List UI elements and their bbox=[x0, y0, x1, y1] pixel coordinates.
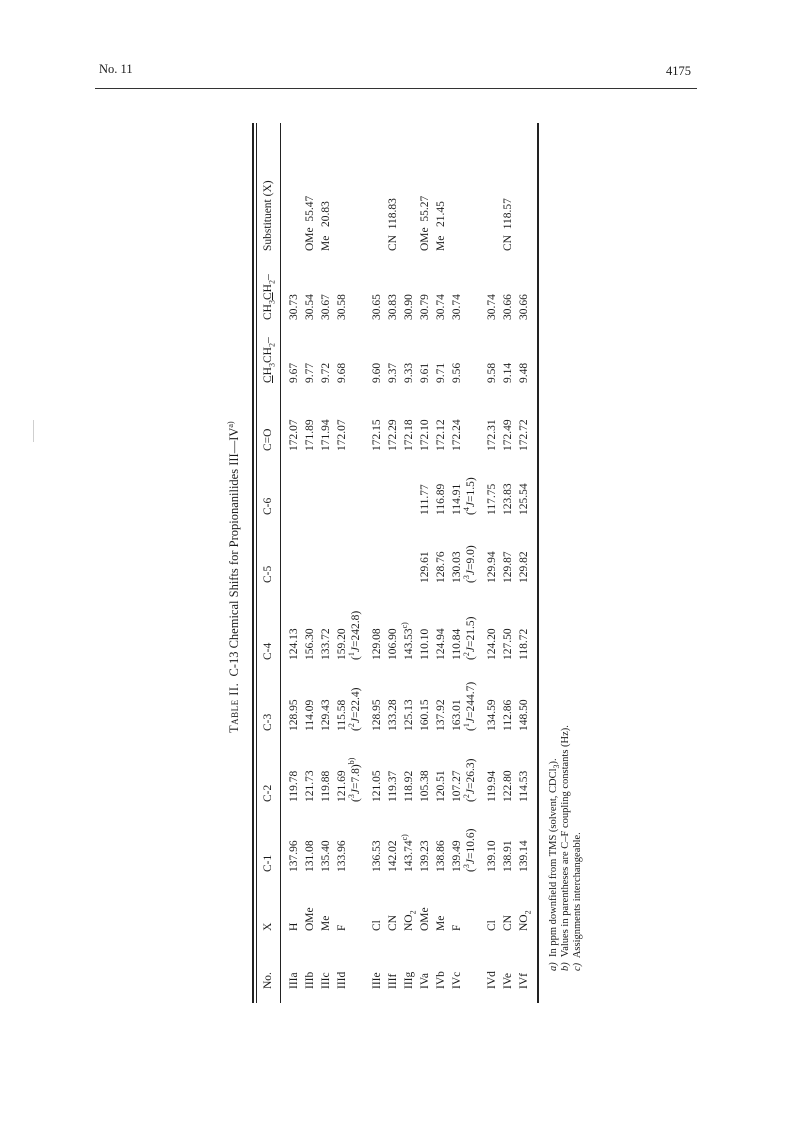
table-cell-c3: 137.92 bbox=[435, 699, 447, 731]
table-cell-c3: 125.13 bbox=[403, 699, 415, 731]
table-cell-c5: 129.94 bbox=[486, 551, 498, 583]
table-cell-sub: CN 118.83 bbox=[387, 198, 399, 251]
table-cell-c2: 114.53 bbox=[518, 770, 530, 802]
table-cell-c5: 129.61 bbox=[419, 551, 431, 583]
table-cell-c3: 115.58 bbox=[336, 699, 348, 731]
column-header-c4: C-4 bbox=[262, 642, 274, 660]
table-cell-c3: 114.09 bbox=[304, 699, 316, 731]
table-cell-no: IIIf bbox=[387, 973, 399, 989]
table-cell-c3: 163.01 bbox=[451, 699, 463, 731]
table-cell-x: OMe bbox=[304, 907, 316, 931]
table-cell-no: IVb bbox=[435, 971, 447, 989]
table-cell-ch3: 9.61 bbox=[419, 362, 431, 383]
table-cell-co: 172.29 bbox=[387, 419, 399, 451]
journal-issue: No. 11 bbox=[99, 62, 133, 76]
table-cell-c5: 129.82 bbox=[518, 551, 530, 583]
table-cell-co: 172.18 bbox=[403, 419, 415, 451]
table-cell-c6: 114.91 bbox=[451, 483, 463, 515]
table-cell-no: IIIa bbox=[288, 972, 300, 989]
table-cell-c5: 130.03 bbox=[451, 551, 463, 583]
table-cell-c3: 134.59 bbox=[486, 699, 498, 731]
table-cell-c6: 111.77 bbox=[419, 484, 431, 515]
table-cell-x: $NO_2$ bbox=[403, 910, 418, 931]
column-header-sub: Substituent (X) bbox=[262, 180, 274, 251]
table-cell-no: IIIg bbox=[403, 971, 415, 989]
table-cell-c2: ($^3$J=7.8)$^{b)}$ bbox=[347, 757, 362, 802]
column-header-ch2: $CH_3CH_2-$ bbox=[262, 274, 277, 320]
table-cell-c1: 133.96 bbox=[336, 840, 348, 872]
table-cell-co: 172.31 bbox=[486, 419, 498, 451]
table-cell-c4: 124.13 bbox=[288, 628, 300, 660]
table-cell-c5: 129.87 bbox=[502, 551, 514, 583]
table-cell-c4: 124.20 bbox=[486, 628, 498, 660]
table-cell-c1: ($^3$J=10.6) bbox=[462, 828, 477, 872]
table-cell-co: 171.94 bbox=[320, 419, 332, 451]
table-cell-co: 171.89 bbox=[304, 419, 316, 451]
page-number: 4175 bbox=[666, 64, 691, 78]
column-header-ch3: $CH_3CH_2-$ bbox=[262, 337, 277, 383]
table-cell-ch3: 9.58 bbox=[486, 362, 498, 383]
table-cell-no: IIIb bbox=[304, 971, 316, 989]
table-title bbox=[225, 421, 241, 733]
table-cell-c3: 128.95 bbox=[371, 699, 383, 731]
table-cell-ch2: 30.83 bbox=[387, 294, 399, 320]
table-cell-c2: 119.78 bbox=[288, 770, 300, 802]
table-cell-c1: 139.49 bbox=[451, 840, 463, 872]
table-cell-c4: 156.30 bbox=[304, 628, 316, 660]
column-header-c6: C-6 bbox=[262, 497, 274, 515]
table-cell-c4: 124.94 bbox=[435, 628, 447, 660]
footnote-b-text: Values in parentheses are C–F coupling constants (Hz). bbox=[560, 725, 571, 958]
table-cell-c6: 123.83 bbox=[502, 483, 514, 515]
table-cell-c1: 142.02 bbox=[387, 840, 399, 872]
table-cell-c1: 139.10 bbox=[486, 840, 498, 872]
table-cell-co: 172.07 bbox=[288, 419, 300, 451]
table-cell-ch3: 9.56 bbox=[451, 362, 463, 383]
table-cell-c1: 139.14 bbox=[518, 840, 530, 872]
table-cell-sub: OMe 55.27 bbox=[419, 195, 431, 251]
table-cell-c3: 128.95 bbox=[288, 699, 300, 731]
table-cell-c6: 116.89 bbox=[435, 483, 447, 515]
table-cell-c1: 139.23 bbox=[419, 840, 431, 872]
table-cell-c4: 159.20 bbox=[336, 628, 348, 660]
table-cell-c2: 118.92 bbox=[403, 770, 415, 802]
table-title-mark: a) bbox=[225, 421, 235, 428]
table-cell-c2: 119.94 bbox=[486, 770, 498, 802]
footnote-a bbox=[548, 725, 560, 971]
column-header-c2: C-2 bbox=[262, 784, 274, 802]
table-cell-c2: 107.27 bbox=[451, 770, 463, 802]
table-cell-ch3: 9.68 bbox=[336, 362, 348, 383]
table-bottom-rule bbox=[537, 123, 539, 1003]
table-cell-co: 172.49 bbox=[502, 419, 514, 451]
table-header-rule bbox=[280, 123, 281, 1003]
table-cell-no: IIIc bbox=[320, 972, 332, 989]
column-header-x: X bbox=[262, 922, 274, 931]
table-cell-c2: 120.51 bbox=[435, 770, 447, 802]
table-cell-c1: 135.40 bbox=[320, 840, 332, 872]
table-cell-c2: 119.88 bbox=[320, 770, 332, 802]
table-cell-ch3: 9.72 bbox=[320, 362, 332, 383]
table-cell-c2: 105.38 bbox=[419, 770, 431, 802]
column-header-c1: C-1 bbox=[262, 854, 274, 872]
table-cell-sub: Me 20.83 bbox=[320, 201, 332, 251]
table-cell-co: 172.24 bbox=[451, 419, 463, 451]
table-cell-x: Me bbox=[320, 915, 332, 931]
table-cell-x: OMe bbox=[419, 907, 431, 931]
table-cell-c2: 121.69 bbox=[336, 770, 348, 802]
table-cell-co: 172.15 bbox=[371, 419, 383, 451]
table-cell-ch2: 30.58 bbox=[336, 294, 348, 320]
margin-mark bbox=[33, 420, 34, 442]
table-cell-sub: Me 21.45 bbox=[435, 201, 447, 251]
table-cell-c3: 160.15 bbox=[419, 699, 431, 731]
table-cell-c6: 117.75 bbox=[486, 483, 498, 515]
footnotes bbox=[548, 725, 584, 971]
table-cell-x: F bbox=[336, 924, 348, 931]
table-cell-c3: 112.86 bbox=[502, 699, 514, 731]
table-cell-x: Cl bbox=[371, 920, 383, 931]
table-cell-ch2: 30.79 bbox=[419, 294, 431, 320]
table-cell-ch2: 30.66 bbox=[518, 294, 530, 320]
footnote-c-mark: c) bbox=[572, 962, 583, 971]
table-cell-c1: 131.08 bbox=[304, 840, 316, 872]
table-cell-c1: 137.96 bbox=[288, 840, 300, 872]
table-cell-ch3: 9.48 bbox=[518, 362, 530, 383]
table-cell-c4: 127.50 bbox=[502, 628, 514, 660]
table-top-rule bbox=[252, 123, 254, 1003]
table-cell-c4: ($^2$J=21.5) bbox=[462, 616, 477, 660]
table-cell-c3: 133.28 bbox=[387, 699, 399, 731]
table-cell-ch3: 9.33 bbox=[403, 362, 415, 383]
table-cell-c1: 138.91 bbox=[502, 840, 514, 872]
table-cell-c4: 110.10 bbox=[419, 628, 431, 660]
table-cell-co: 172.72 bbox=[518, 419, 530, 451]
table-cell-ch3: 9.71 bbox=[435, 362, 447, 383]
table-cell-no: IIIe bbox=[371, 972, 383, 989]
table-cell-c2: 119.37 bbox=[387, 770, 399, 802]
table-cell-c1: 138.86 bbox=[435, 840, 447, 872]
table-cell-c3: ($^2$J=22.4) bbox=[347, 687, 362, 731]
footnote-b bbox=[560, 725, 572, 971]
table-cell-sub: OMe 55.47 bbox=[304, 195, 316, 251]
column-header-co: C=O bbox=[262, 428, 274, 451]
table-cell-co: 172.07 bbox=[336, 419, 348, 451]
table-cell-no: IVc bbox=[451, 971, 463, 989]
table-cell-sub: CN 118.57 bbox=[502, 198, 514, 251]
table-cell-ch2: 30.65 bbox=[371, 294, 383, 320]
table-cell-c3: 129.43 bbox=[320, 699, 332, 731]
table-cell-ch2: 30.66 bbox=[502, 294, 514, 320]
table-cell-c4: 106.90 bbox=[387, 628, 399, 660]
table-cell-c3: 148.50 bbox=[518, 699, 530, 731]
table-cell-x: $NO_2$ bbox=[518, 910, 533, 931]
table-cell-ch2: 30.90 bbox=[403, 294, 415, 320]
table-cell-co: 172.10 bbox=[419, 419, 431, 451]
table-title-text: C-13 Chemical Shifts for Propionanilides III—IV bbox=[227, 427, 241, 677]
table-cell-c4: 110.84 bbox=[451, 628, 463, 660]
rotated-table bbox=[226, 123, 686, 1003]
table-cell-x: Me bbox=[435, 915, 447, 931]
footnote-a-mark: a) bbox=[548, 962, 559, 971]
table-top-rule-2 bbox=[256, 123, 257, 1003]
table-cell-ch2: 30.74 bbox=[435, 294, 447, 320]
table-cell-ch2: 30.54 bbox=[304, 294, 316, 320]
footnote-c-text: Assignments interchangeable. bbox=[572, 832, 583, 959]
table-cell-c5: ($^3$J=9.0) bbox=[462, 545, 477, 583]
table-cell-no: IVf bbox=[518, 973, 530, 989]
table-cell-co: 172.12 bbox=[435, 419, 447, 451]
table-cell-c4: 143.53$^{c)}$ bbox=[400, 622, 415, 660]
table-cell-ch3: 9.14 bbox=[502, 362, 514, 383]
table-cell-c4: 133.72 bbox=[320, 628, 332, 660]
table-cell-c2: ($^2$J=26.3) bbox=[462, 758, 477, 802]
footnote-b-mark: b) bbox=[560, 962, 571, 971]
table-cell-c4: 129.08 bbox=[371, 628, 383, 660]
table-cell-no: IIId bbox=[336, 971, 348, 989]
table-cell-x: Cl bbox=[486, 920, 498, 931]
table-cell-c2: 122.80 bbox=[502, 770, 514, 802]
footnote-c bbox=[572, 725, 584, 971]
table-label: Table II. bbox=[227, 682, 241, 733]
footnote-a-text: In ppm downfield from TMS (solvent, CDCl$_3$). bbox=[548, 758, 562, 957]
table-cell-c5: 128.76 bbox=[435, 551, 447, 583]
table-cell-c6: ($^4$J=1.5) bbox=[462, 477, 477, 515]
table-cell-ch3: 9.60 bbox=[371, 362, 383, 383]
column-header-c5: C-5 bbox=[262, 565, 274, 583]
table-cell-c1: 143.74$^{c)}$ bbox=[400, 834, 415, 872]
table-cell-c4: ($^1$J=242.8) bbox=[347, 610, 362, 660]
table-cell-ch3: 9.37 bbox=[387, 362, 399, 383]
table-cell-no: IVd bbox=[486, 971, 498, 989]
table-cell-x: F bbox=[451, 924, 463, 931]
table-cell-no: IVe bbox=[502, 973, 514, 989]
table-cell-c4: 118.72 bbox=[518, 628, 530, 660]
table-cell-ch2: 30.73 bbox=[288, 294, 300, 320]
column-header-no: No. bbox=[262, 972, 274, 989]
table-cell-x: H bbox=[288, 922, 300, 931]
table-cell-ch2: 30.67 bbox=[320, 294, 332, 320]
table-cell-ch2: 30.74 bbox=[486, 294, 498, 320]
table-cell-x: CN bbox=[502, 915, 514, 931]
table-cell-x: CN bbox=[387, 915, 399, 931]
header-rule bbox=[95, 88, 697, 89]
table-cell-c6: 125.54 bbox=[518, 483, 530, 515]
table-cell-c2: 121.05 bbox=[371, 770, 383, 802]
table-cell-c2: 121.73 bbox=[304, 770, 316, 802]
table-cell-c1: 136.53 bbox=[371, 840, 383, 872]
table-cell-ch3: 9.77 bbox=[304, 362, 316, 383]
column-header-c3: C-3 bbox=[262, 713, 274, 731]
table-cell-ch2: 30.74 bbox=[451, 294, 463, 320]
table-cell-no: IVa bbox=[419, 973, 431, 989]
table-cell-c3: ($^1$J=244.7) bbox=[462, 681, 477, 731]
table-cell-ch3: 9.67 bbox=[288, 362, 300, 383]
